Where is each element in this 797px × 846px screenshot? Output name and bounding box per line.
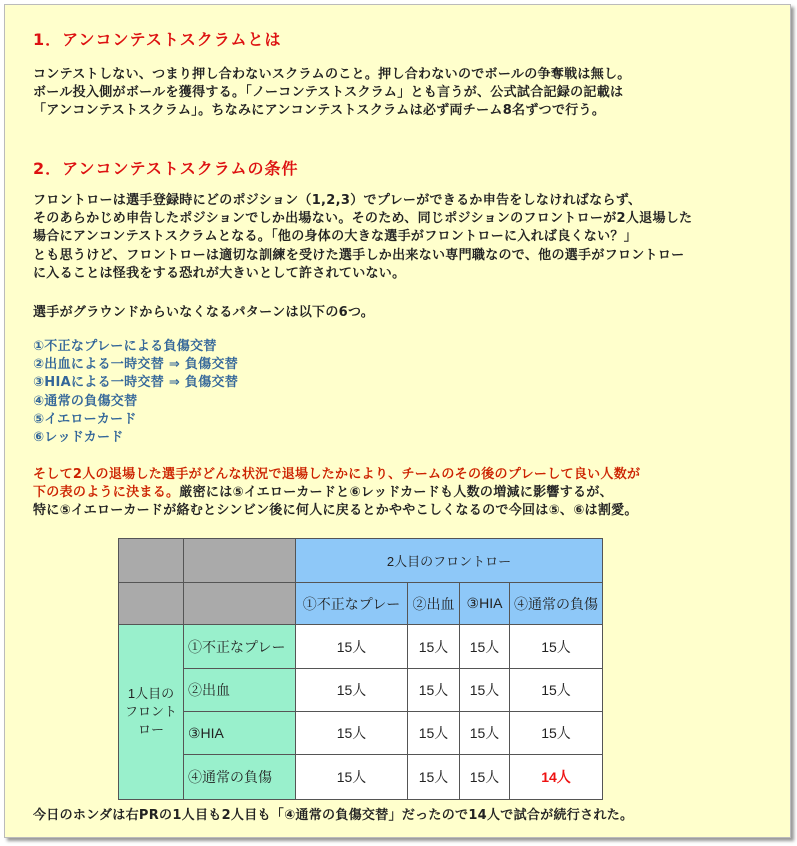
list-item: ⑤イエローカード bbox=[33, 411, 137, 427]
table-cell: 15人 bbox=[460, 625, 510, 669]
row-group-label-line: 1人目の bbox=[127, 686, 175, 701]
table-cell: 15人 bbox=[296, 669, 408, 712]
text-line: 選手がグラウンドからいなくなるパターンは以下の6つ。 bbox=[33, 305, 375, 320]
text-line: 「アンコンテストスクラム」。ちなみにアンコンテストスクラムは必ず両チーム8名ずつで行う。 bbox=[33, 103, 606, 119]
summary-text: 厳密には⑤イエローカードと⑥レッドカードも人数の増減に影響するが、 bbox=[179, 485, 613, 501]
section1-paragraph bbox=[33, 66, 631, 121]
table-cell: 15人 bbox=[460, 755, 510, 800]
table-cell: 15人 bbox=[408, 712, 460, 755]
text-line: 特に⑤イエローカードが絡むとシンビン後に何人に戻るとかややこしくなるので今回は⑤、⑥は割愛。 bbox=[33, 503, 638, 519]
table-cell: 15人 bbox=[460, 669, 510, 712]
list-item: ③HIAによる一時交替 ⇒ 負傷交替 bbox=[33, 375, 239, 391]
col-header: ③HIA bbox=[460, 583, 510, 625]
col-group-header: 2人目のフロントロー bbox=[296, 539, 603, 583]
text-line: フロントローは選手登録時にどのポジション（1,2,3）でプレーができるか申告をしなければならず、 bbox=[33, 193, 642, 208]
list-item: ⑥レッドカード bbox=[33, 429, 124, 445]
table-cell: 15人 bbox=[510, 669, 603, 712]
text-line: ボール投入側がボールを獲得する。「ノーコンテストスクラム」とも言うが、公式試合記録の記載は bbox=[33, 85, 624, 101]
col-header: ①不正なプレー bbox=[296, 583, 408, 625]
table-cell: 15人 bbox=[296, 755, 408, 800]
summary-red-text: 下の表のように決まる。 bbox=[33, 485, 180, 501]
blank-corner-cell bbox=[119, 583, 184, 625]
text-line: 場合にアンコンテストスクラムとなる。「他の身体の大きな選手がフロントローに入れば良くない？」 bbox=[33, 229, 638, 245]
list-item: ④通常の負傷交替 bbox=[33, 393, 138, 409]
list-item: ①不正なプレーによる負傷交替 bbox=[33, 339, 217, 354]
table-cell: 15人 bbox=[296, 712, 408, 755]
row-header: ②出血 bbox=[184, 669, 296, 712]
footer-note bbox=[33, 807, 633, 825]
front-row-table bbox=[118, 538, 603, 800]
row-header: ①不正なプレー bbox=[184, 625, 296, 669]
row-group-label-line: ロー bbox=[137, 722, 164, 737]
table-cell: 15人 bbox=[510, 712, 603, 755]
section2-paragraph bbox=[33, 192, 692, 283]
text-line: 今日のホンダは右PRの1人目も2人目も「④通常の負傷交替」だったので14人で試合が続行された。 bbox=[33, 808, 634, 823]
blank-corner-cell bbox=[119, 539, 184, 583]
text-line: そのあらかじめ申告したポジションでしか出場ない。そのため、同じポジションのフロントローが2人退場した bbox=[33, 211, 693, 227]
text-line: コンテストしない、つまり押し合わないスクラムのこと。押し合わないのでボールの争奪戦は無し。 bbox=[33, 67, 631, 82]
row-header: ④通常の負傷 bbox=[184, 755, 296, 800]
table-cell: 15人 bbox=[408, 755, 460, 800]
section2-heading: 2．アンコンテストスクラムの条件 bbox=[33, 159, 299, 178]
text-line bbox=[33, 484, 640, 502]
row-group-label-line: フロント bbox=[124, 704, 177, 719]
summary-paragraph bbox=[33, 466, 640, 521]
text-line: とも思うけど、フロントローは適切な訓練を受けた選手しか出来ない専門職なので、他の選手がフロントロー bbox=[33, 247, 685, 263]
table-cell: 15人 bbox=[408, 625, 460, 669]
table-cell: 15人 bbox=[408, 669, 460, 712]
list-item: ②出血による一時交替 ⇒ 負傷交替 bbox=[33, 357, 239, 373]
patterns-intro bbox=[33, 304, 374, 322]
blank-corner-cell bbox=[184, 539, 296, 583]
table-cell: 15人 bbox=[460, 712, 510, 755]
highlighted-cell: 14人 bbox=[510, 755, 603, 800]
text-line: に入ることは怪我をする恐れが大きいとして許されていない。 bbox=[33, 265, 406, 281]
text-line: そして2人の退場した選手がどんな状況で退場したかにより、チームのその後のプレーして良い人数が bbox=[33, 467, 641, 482]
row-header: ③HIA bbox=[184, 712, 296, 755]
section1-heading: 1．アンコンテストスクラムとは bbox=[33, 30, 282, 49]
table-cell: 15人 bbox=[296, 625, 408, 669]
article-frame bbox=[4, 4, 791, 838]
col-header: ④通常の負傷 bbox=[510, 583, 603, 625]
patterns-list bbox=[33, 338, 238, 447]
col-header: ②出血 bbox=[408, 583, 460, 625]
table-cell: 15人 bbox=[510, 625, 603, 669]
blank-corner-cell bbox=[184, 583, 296, 625]
row-group-header bbox=[119, 625, 184, 800]
